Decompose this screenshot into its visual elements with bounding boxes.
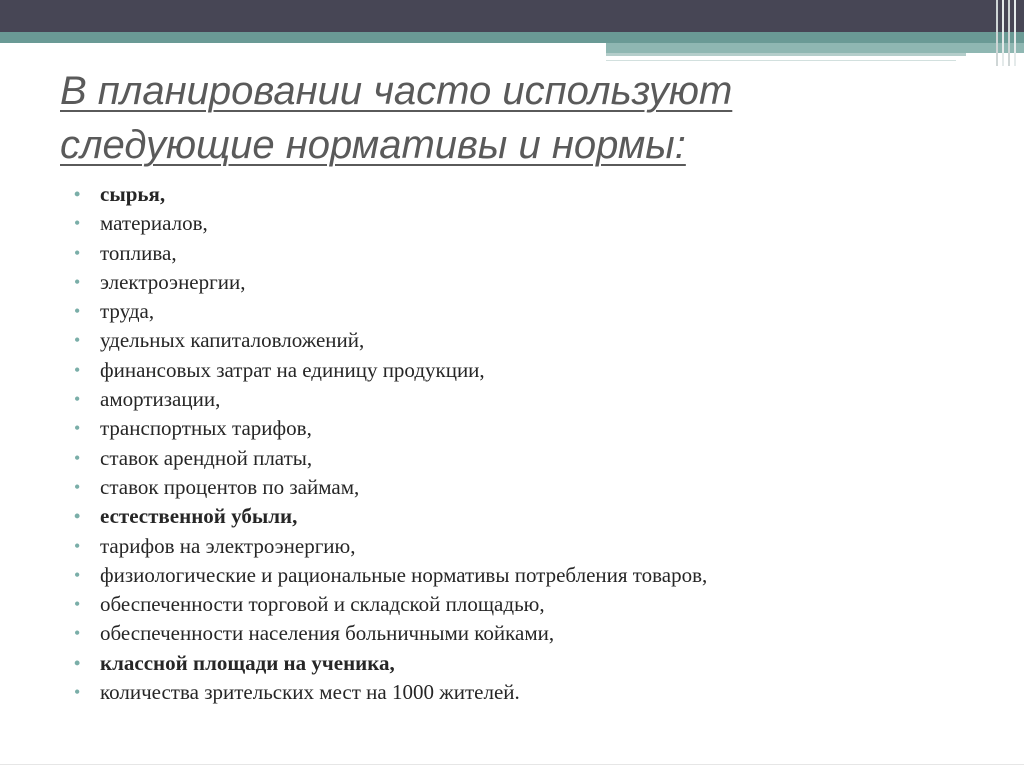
list-item-text: тарифов на электроэнергию,	[100, 533, 356, 558]
list-item-text: амортизации,	[100, 387, 221, 412]
bullet-icon: •	[74, 682, 81, 703]
header-dark-band	[0, 0, 1024, 32]
bullet-icon: •	[74, 389, 81, 410]
list-item-text: труда,	[100, 299, 155, 324]
list-item	[72, 414, 707, 443]
list-item-text: удельных капиталовложений,	[100, 328, 365, 353]
slide-bottom-border	[0, 764, 1024, 765]
bullet-icon: •	[74, 242, 81, 263]
bullet-icon: •	[74, 418, 81, 439]
bullet-icon: •	[74, 213, 81, 234]
list-item-text: ставок процентов по займам,	[100, 474, 360, 499]
bullet-icon: •	[74, 184, 81, 204]
header-accent-line	[606, 53, 966, 56]
list-item	[72, 239, 707, 268]
list-item-text: сырья,	[100, 182, 166, 206]
list-item-text: ставок арендной платы,	[100, 445, 313, 470]
bullet-icon: •	[74, 535, 81, 556]
list-item	[72, 209, 707, 238]
list-item-text: количества зрительских мест на 1000 жителей.	[100, 680, 520, 705]
list-item-text: финансовых затрат на единицу продукции,	[100, 357, 485, 382]
header-teal-light-band	[606, 43, 1024, 53]
slide-title-line-1: В планировании часто используют	[60, 69, 733, 113]
list-item	[72, 532, 707, 561]
bullet-icon: •	[74, 271, 81, 292]
decorative-vertical-strip	[1008, 0, 1010, 66]
list-item-text: топлива,	[100, 240, 177, 265]
header-accent-thin-line	[606, 60, 956, 61]
list-item	[72, 444, 707, 473]
list-item	[72, 326, 707, 355]
bullet-icon: •	[74, 652, 81, 673]
norms-list	[72, 180, 707, 707]
bullet-icon: •	[74, 594, 81, 615]
list-item	[72, 502, 707, 531]
decorative-vertical-strip	[1002, 0, 1004, 66]
list-item	[72, 473, 707, 502]
list-item	[72, 561, 707, 590]
list-item	[72, 180, 707, 209]
bullet-icon: •	[74, 301, 81, 322]
header-teal-band	[0, 32, 1024, 43]
list-item-text: физиологические и рациональные нормативы потребления товаров,	[100, 562, 708, 587]
list-item-text: естественной убыли,	[100, 504, 298, 529]
decorative-vertical-strip	[1014, 0, 1016, 66]
bullet-icon: •	[74, 564, 81, 585]
list-item	[72, 297, 707, 326]
list-item-text: электроэнергии,	[100, 269, 246, 294]
bullet-icon: •	[74, 623, 81, 644]
list-item	[72, 356, 707, 385]
list-item	[72, 649, 707, 678]
bullet-icon: •	[74, 476, 81, 497]
decorative-vertical-strip	[996, 0, 998, 66]
bullet-icon: •	[74, 359, 81, 380]
list-item	[72, 385, 707, 414]
list-item	[72, 590, 707, 619]
bullet-icon: •	[74, 330, 81, 351]
list-item-text: обеспеченности населения больничными койками,	[100, 621, 555, 646]
slide-title	[60, 64, 960, 172]
list-item-text: обеспеченности торговой и складской площадью,	[100, 592, 545, 617]
list-item-text: материалов,	[100, 211, 208, 236]
list-item	[72, 678, 707, 707]
bullet-icon: •	[74, 447, 81, 468]
list-item	[72, 619, 707, 648]
list-item	[72, 268, 707, 297]
bullet-icon: •	[74, 506, 81, 527]
list-item-text: классной площади на ученика,	[100, 650, 395, 675]
list-item-text: транспортных тарифов,	[100, 416, 312, 441]
slide-title-line-2: следующие нормативы и нормы:	[60, 123, 686, 167]
